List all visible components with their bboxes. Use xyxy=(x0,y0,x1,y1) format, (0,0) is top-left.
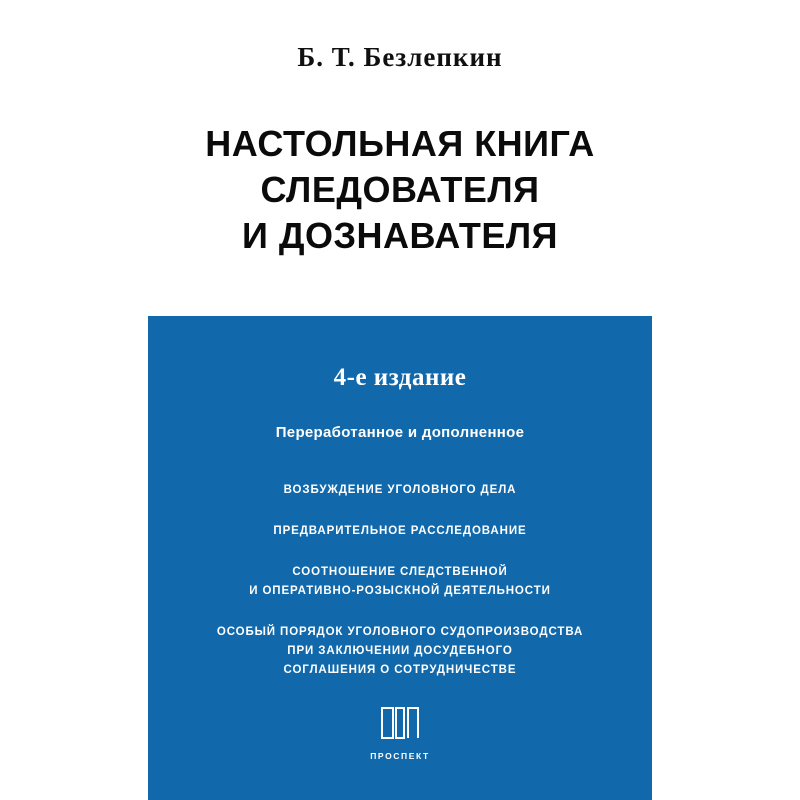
title-line-1: НАСТОЛЬНАЯ КНИГА xyxy=(205,123,595,164)
topic-item xyxy=(148,563,652,601)
book-title xyxy=(148,121,652,259)
topic-item xyxy=(148,623,652,680)
title-line-2: СЛЕДОВАТЕЛЯ xyxy=(260,169,540,210)
title-line-3: И ДОЗНАВАТЕЛЯ xyxy=(241,215,559,256)
book-cover xyxy=(148,0,652,800)
cover-upper-section xyxy=(148,0,652,316)
publisher-name: ПРОСПЕКТ xyxy=(370,751,430,761)
topic-item xyxy=(148,522,652,541)
topic-line: И ОПЕРАТИВНО-РОЗЫСКНОЙ ДЕЯТЕЛЬНОСТИ xyxy=(249,585,551,597)
topic-line: ПРИ ЗАКЛЮЧЕНИИ ДОСУДЕБНОГО xyxy=(287,645,513,657)
topic-line: ПРЕДВАРИТЕЛЬНОЕ РАССЛЕДОВАНИЕ xyxy=(273,525,527,537)
edition-subtitle: Переработанное и дополненное xyxy=(275,424,525,441)
topic-line: ОСОБЫЙ ПОРЯДОК УГОЛОВНОГО СУДОПРОИЗВОДСТВА xyxy=(216,626,584,638)
topic-item xyxy=(148,481,652,500)
topics-list xyxy=(148,481,652,680)
author-name: Б. Т. Безлепкин xyxy=(297,42,503,72)
cover-blue-panel xyxy=(148,316,652,800)
publisher-block xyxy=(148,706,652,764)
topic-line: ВОЗБУЖДЕНИЕ УГОЛОВНОГО ДЕЛА xyxy=(283,484,517,496)
edition-number: 4-е издание xyxy=(333,364,467,391)
publisher-logo-icon xyxy=(380,706,420,740)
topic-line: СОГЛАШЕНИЯ О СОТРУДНИЧЕСТВЕ xyxy=(283,664,517,676)
topic-line: СООТНОШЕНИЕ СЛЕДСТВЕННОЙ xyxy=(292,566,508,578)
